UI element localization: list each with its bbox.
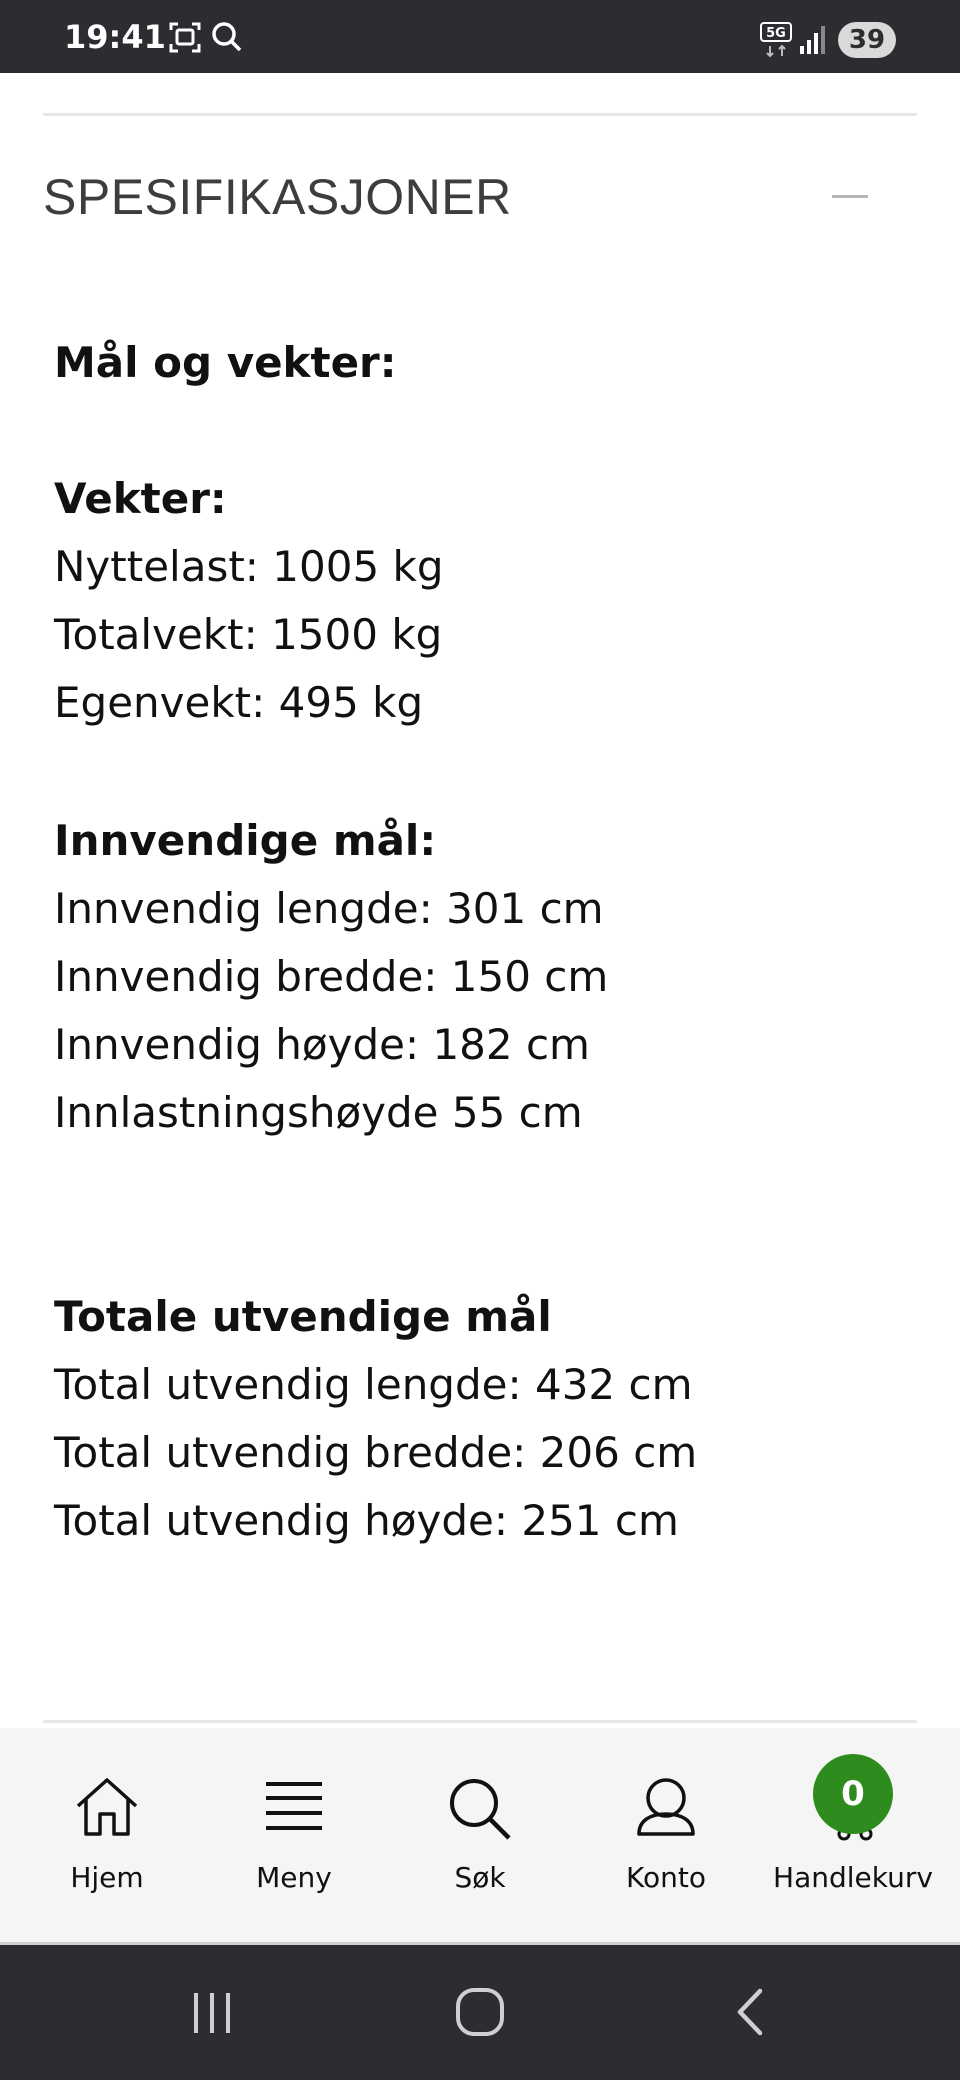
account-icon (633, 1776, 699, 1838)
status-bar (0, 0, 960, 73)
nav-account[interactable] (581, 1728, 751, 1945)
nav-menu[interactable] (209, 1728, 379, 1945)
cart-count-badge: 0 (813, 1754, 893, 1834)
bottom-navigation (0, 1728, 960, 1945)
weight-line: Egenvekt: 495 kg (54, 678, 424, 727)
product-content (0, 73, 960, 1728)
nav-cart[interactable] (768, 1728, 938, 1945)
system-navigation-bar (0, 1945, 960, 2080)
nav-home-label: Hjem (70, 1861, 144, 1894)
recent-apps-icon (188, 1989, 236, 2037)
main-heading: Mål og vekter: (54, 338, 397, 387)
minus-icon (832, 195, 868, 198)
weights-section (54, 465, 444, 737)
battery-indicator: 39 (838, 22, 896, 58)
nav-home[interactable] (22, 1728, 192, 1945)
back-button[interactable] (730, 1987, 770, 2041)
nav-search-label: Søk (454, 1861, 506, 1894)
inner-dimensions-section (54, 807, 608, 1147)
recent-apps-button[interactable] (188, 1989, 236, 2041)
status-time: 19:41 (64, 18, 166, 56)
outer-line: Total utvendig lengde: 432 cm (54, 1360, 693, 1409)
outer-line: Total utvendig høyde: 251 cm (54, 1496, 679, 1545)
bottom-divider (43, 1720, 917, 1723)
weight-line: Totalvekt: 1500 kg (54, 610, 443, 659)
inner-line: Innvendig bredde: 150 cm (54, 952, 609, 1001)
nav-account-label: Konto (626, 1861, 706, 1894)
nav-cart-label: Handlekurv (773, 1861, 933, 1894)
section-title: SPESIFIKASJONER (43, 169, 512, 225)
top-divider (43, 113, 917, 116)
home-icon (74, 1776, 140, 1838)
back-icon (730, 1987, 770, 2037)
screenshot-icon (168, 20, 202, 58)
inner-heading: Innvendige mål: (54, 816, 437, 865)
weight-line: Nyttelast: 1005 kg (54, 542, 444, 591)
search-icon (210, 20, 244, 58)
search-icon (447, 1776, 513, 1842)
nav-search[interactable] (395, 1728, 565, 1945)
home-circle-icon (455, 1987, 505, 2037)
outer-dimensions-section (54, 1283, 697, 1555)
collapse-button[interactable] (830, 180, 870, 214)
svg-text:5G: 5G (766, 26, 786, 41)
signal-icon (798, 24, 828, 60)
inner-line: Innlastningshøyde 55 cm (54, 1088, 583, 1137)
menu-icon (264, 1776, 324, 1836)
nav-menu-label: Meny (256, 1861, 332, 1894)
inner-line: Innvendig høyde: 182 cm (54, 1020, 590, 1069)
specs-main-heading (54, 329, 397, 397)
home-button[interactable] (455, 1987, 505, 2041)
weights-heading: Vekter: (54, 474, 227, 523)
network-5g-icon (760, 22, 792, 62)
outer-heading: Totale utvendige mål (54, 1292, 552, 1341)
inner-line: Innvendig lengde: 301 cm (54, 884, 604, 933)
outer-line: Total utvendig bredde: 206 cm (54, 1428, 698, 1477)
